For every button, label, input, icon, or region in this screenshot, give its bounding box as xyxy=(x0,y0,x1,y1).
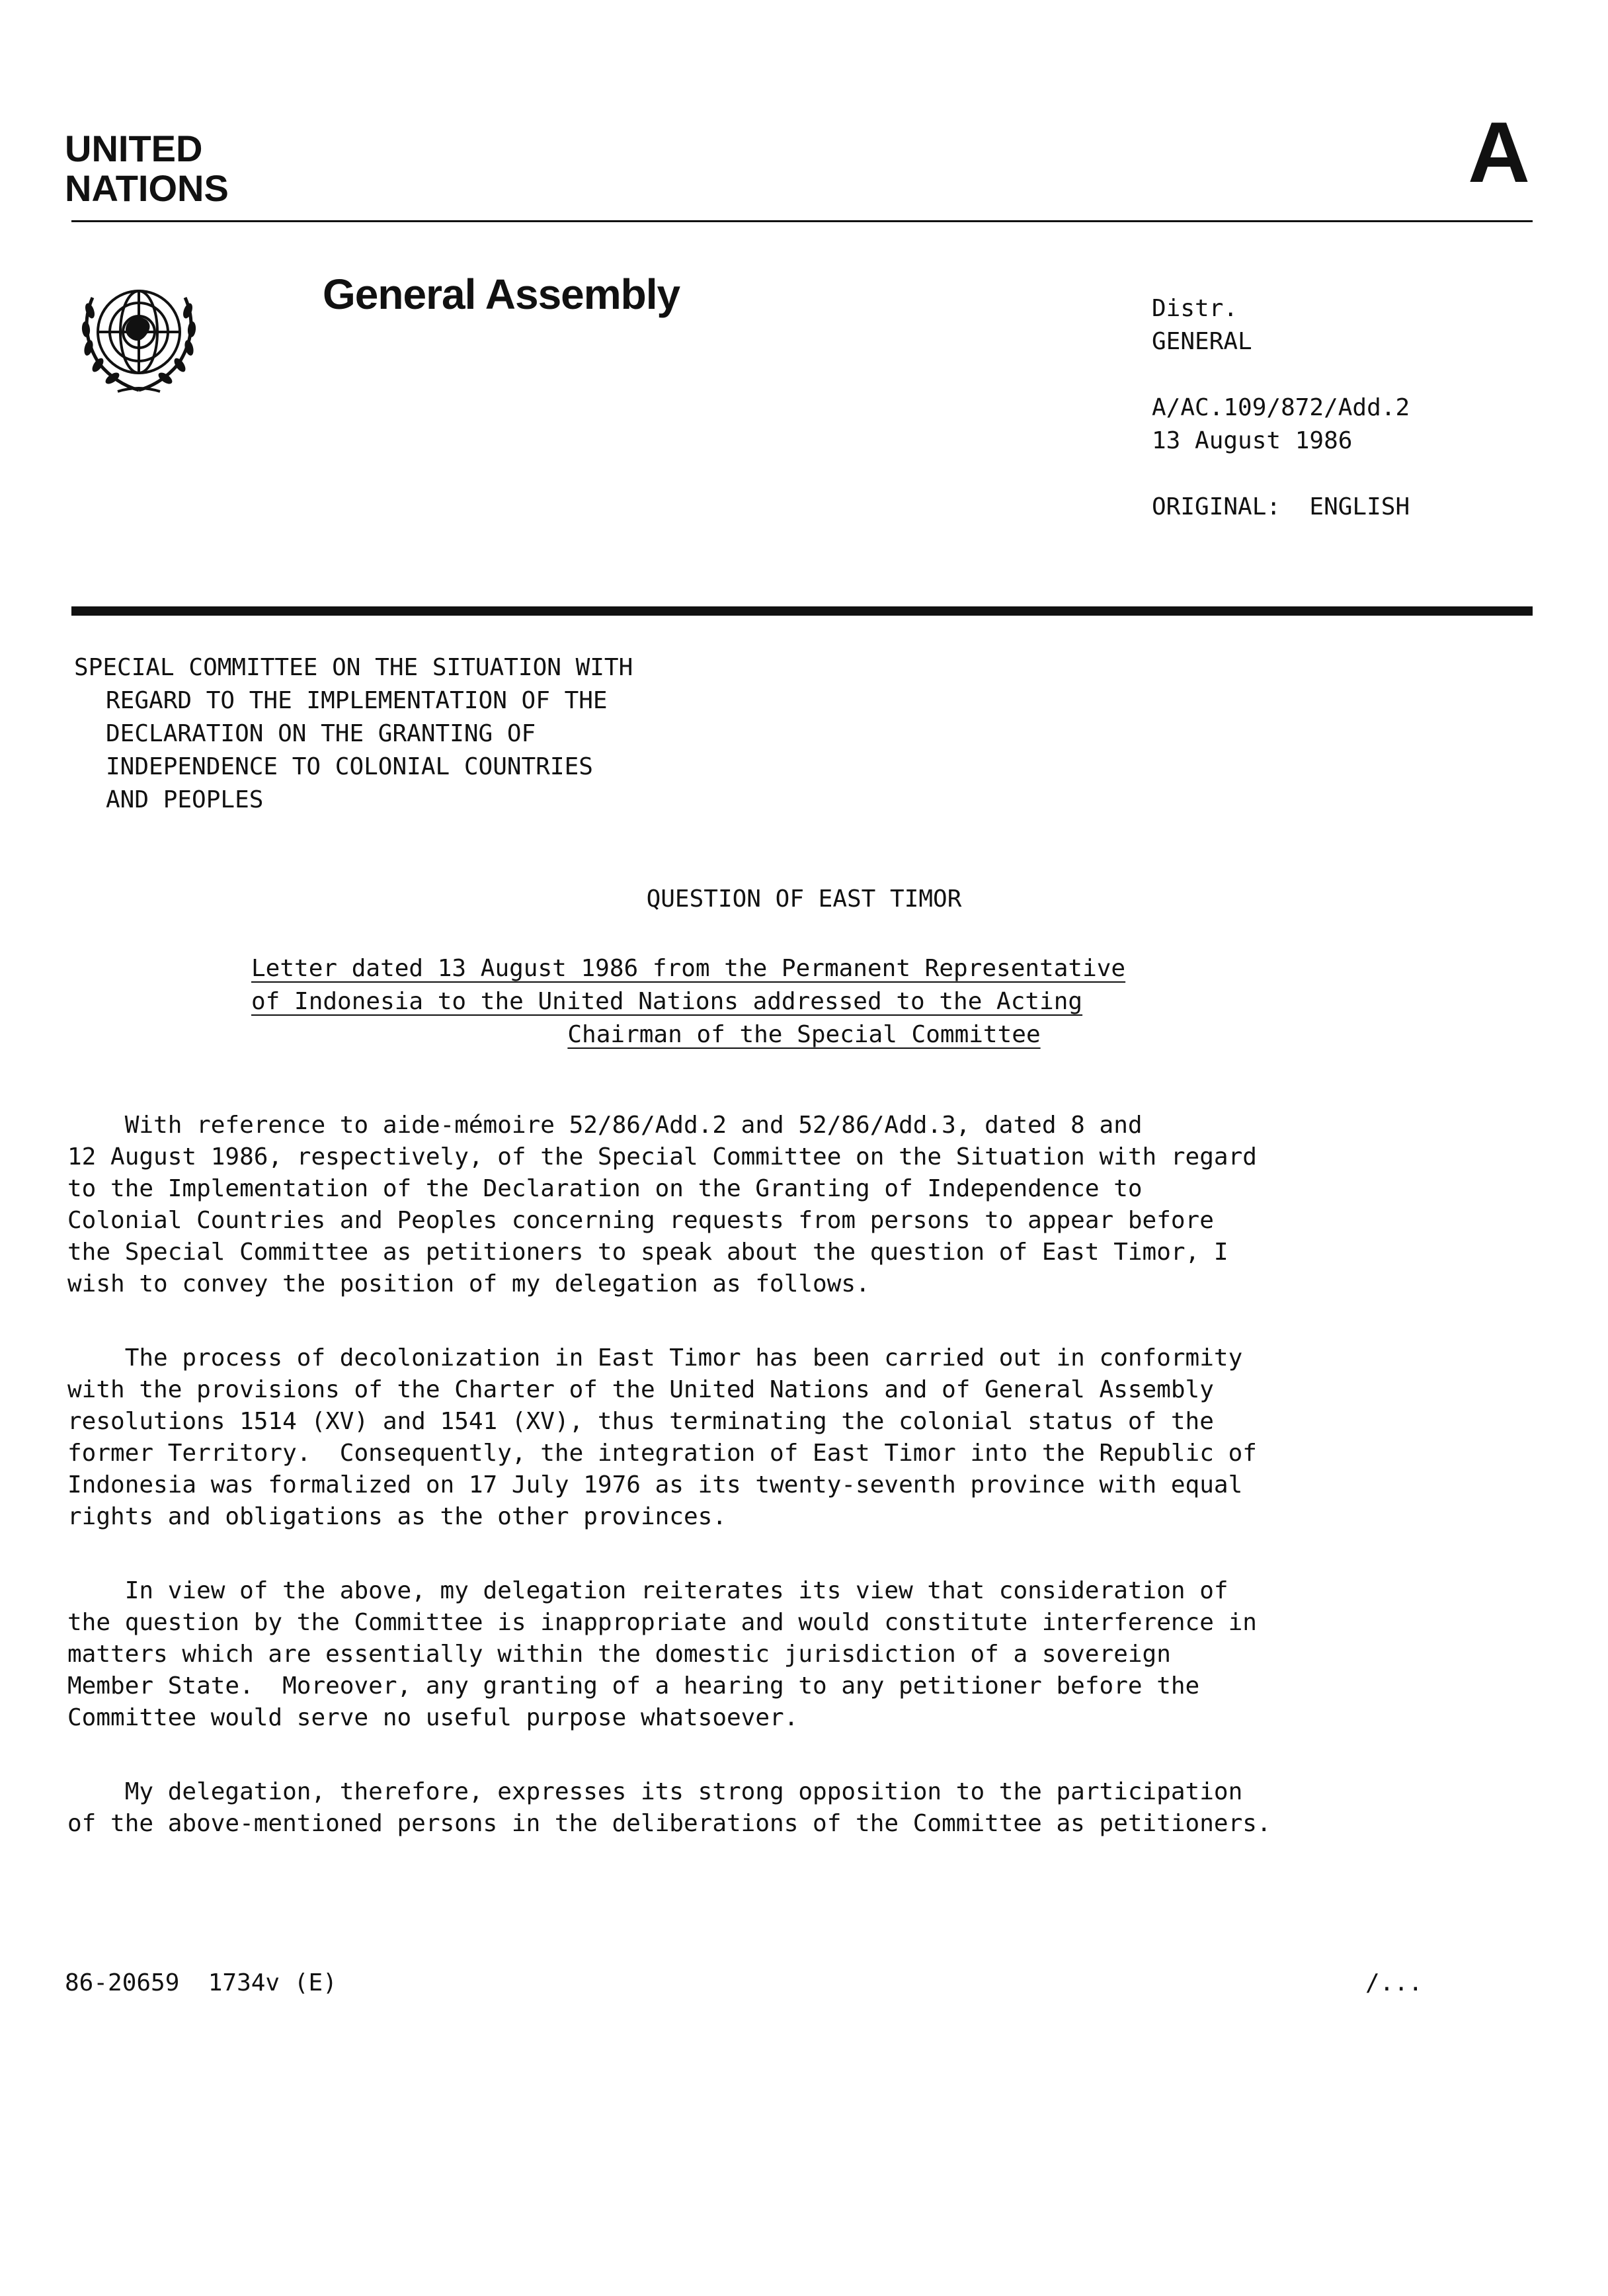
paragraph-line: with the provisions of the Charter of the United Nations and of General Assembly xyxy=(67,1376,1214,1403)
document-series-letter: A xyxy=(1468,104,1530,200)
paragraph-line: With reference to aide-mémoire 52/86/Add.2 and 52/86/Add.3, dated 8 and xyxy=(67,1112,1143,1139)
paragraph-line: Colonial Countries and Peoples concerning requests from persons to appear before xyxy=(67,1207,1214,1234)
paragraph-line: Indonesia was formalized on 17 July 1976 as its twenty-seventh province with equal xyxy=(67,1471,1243,1498)
continuation-mark: /... xyxy=(1365,1969,1423,1996)
paragraph-line: former Territory. Consequently, the integration of East Timor into the Republic of xyxy=(67,1440,1257,1467)
original-language: ORIGINAL: ENGLISH xyxy=(1152,493,1410,520)
distribution-value: GENERAL xyxy=(1152,328,1252,355)
paragraph-line: the question by the Committee is inappropriate and would constitute interference in xyxy=(67,1609,1257,1636)
paragraph-line: Member State. Moreover, any granting of a hearing to any petitioner before the xyxy=(67,1672,1200,1700)
committee-line: SPECIAL COMMITTEE ON THE SITUATION WITH xyxy=(74,654,633,681)
paragraph-line: resolutions 1514 (XV) and 1541 (XV), thus terminating the colonial status of the xyxy=(67,1408,1214,1435)
paragraph-line: of the above-mentioned persons in the deliberations of the Committee as petitioners. xyxy=(67,1810,1271,1837)
letter-title-line: of Indonesia to the United Nations addressed to the Acting xyxy=(251,988,1083,1015)
paragraph-line: to the Implementation of the Declaration on the Granting of Independence to xyxy=(67,1175,1143,1202)
question-title: QUESTION OF EAST TIMOR xyxy=(646,885,962,913)
committee-line: INDEPENDENCE TO COLONIAL COUNTRIES xyxy=(106,753,593,780)
letter-title-line: Letter dated 13 August 1986 from the Permanent Representative xyxy=(251,955,1126,982)
un-emblem-icon xyxy=(66,271,212,403)
document-date: 13 August 1986 xyxy=(1152,427,1353,454)
header-divider xyxy=(71,220,1533,222)
committee-line: REGARD TO THE IMPLEMENTATION OF THE xyxy=(106,687,608,714)
body-name: General Assembly xyxy=(323,270,680,318)
paragraph-line: rights and obligations as the other provinces. xyxy=(67,1503,727,1530)
paragraph-line: wish to convey the position of my delegation as follows. xyxy=(67,1270,870,1297)
letter-title-line: Chairman of the Special Committee xyxy=(567,1021,1041,1048)
distribution-label: Distr. xyxy=(1152,295,1238,322)
paragraph-line: In view of the above, my delegation reiterates its view that consideration of xyxy=(67,1577,1228,1604)
organization-name: UNITED NATIONS xyxy=(65,128,229,209)
section-divider xyxy=(71,606,1533,616)
paragraph-line: Committee would serve no useful purpose whatsoever. xyxy=(67,1704,799,1731)
committee-line: DECLARATION ON THE GRANTING OF xyxy=(106,720,536,747)
committee-line: AND PEOPLES xyxy=(106,786,264,813)
document-symbol: A/AC.109/872/Add.2 xyxy=(1152,394,1410,421)
paragraph-line: matters which are essentially within the domestic jurisdiction of a sovereign xyxy=(67,1641,1171,1668)
paragraph-line: My delegation, therefore, expresses its strong opposition to the participation xyxy=(67,1778,1243,1805)
paragraph-line: The process of decolonization in East Timor has been carried out in conformity xyxy=(67,1344,1243,1372)
job-reference: 86-20659 1734v (E) xyxy=(65,1969,337,1996)
paragraph-line: the Special Committee as petitioners to speak about the question of East Timor, I xyxy=(67,1239,1228,1266)
paragraph-line: 12 August 1986, respectively, of the Special Committee on the Situation with regard xyxy=(67,1143,1257,1170)
